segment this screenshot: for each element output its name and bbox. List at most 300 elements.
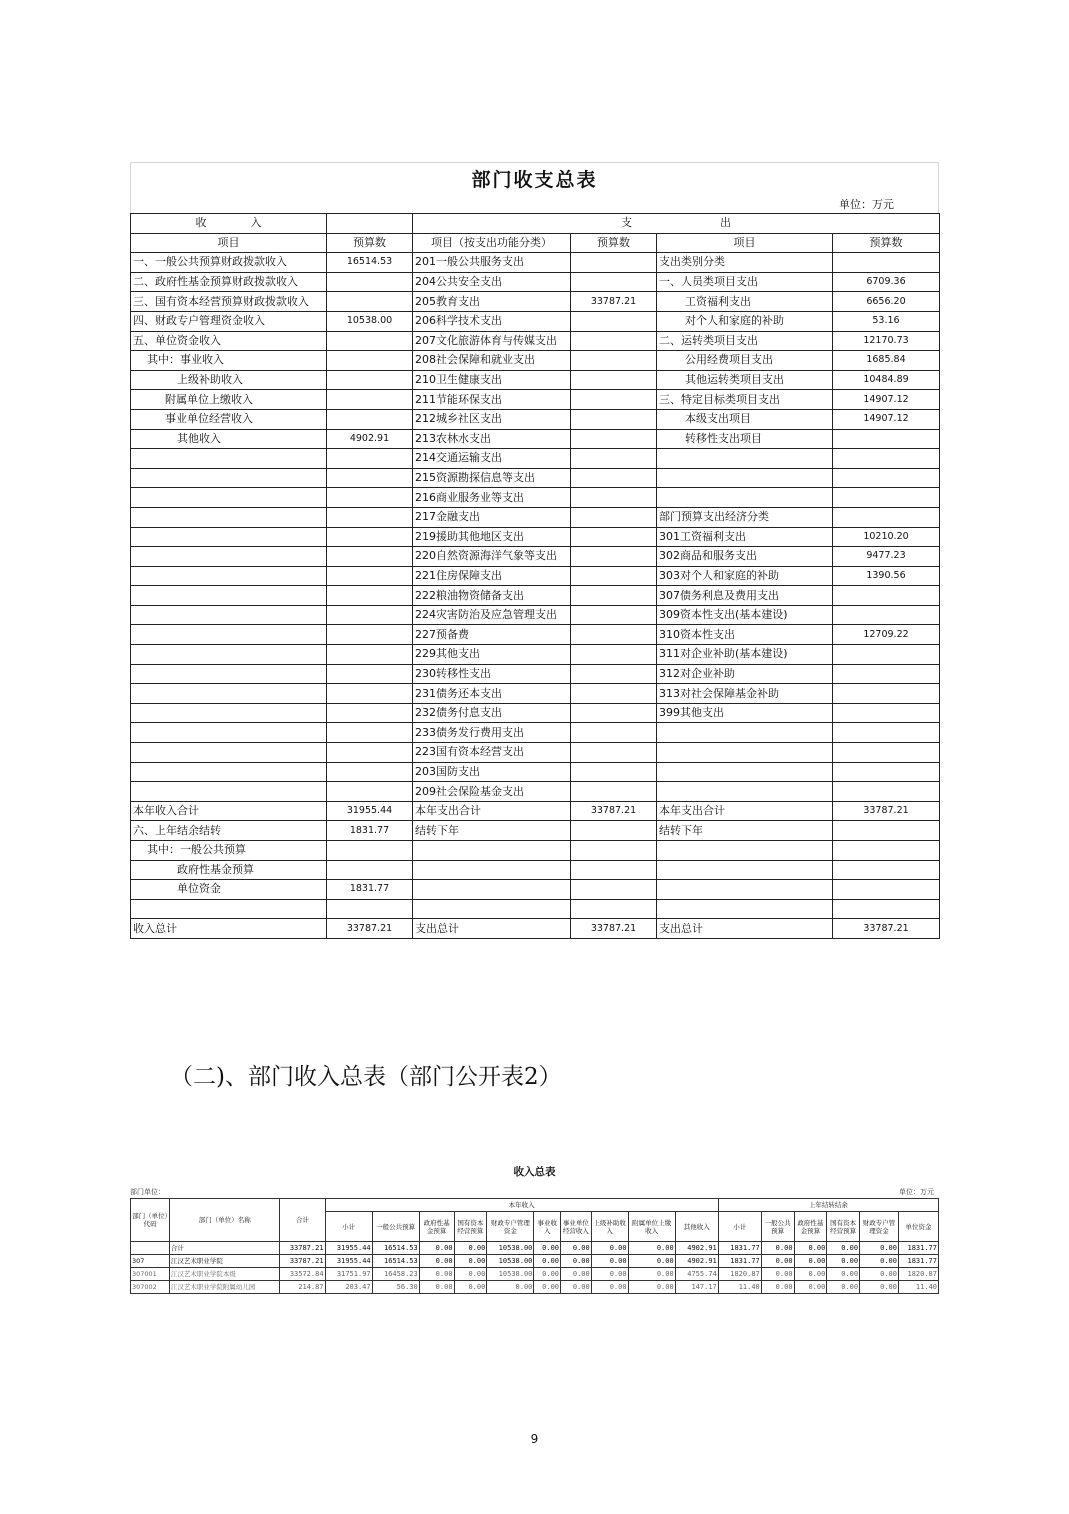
func-budget: 33787.21 <box>571 292 657 312</box>
t2-col-current-0: 小计 <box>325 1212 372 1242</box>
table1-row <box>131 743 940 763</box>
func-budget <box>571 311 657 331</box>
func-budget <box>571 899 657 919</box>
expense-budget: 10210.20 <box>833 527 940 547</box>
t2-col-prev-0: 小计 <box>718 1212 761 1242</box>
expense-item: 支出总计 <box>657 919 833 939</box>
income-budget: 33787.21 <box>327 919 413 939</box>
income-item: 其他收入 <box>131 429 327 449</box>
income-budget <box>327 488 413 508</box>
expense-item: 二、运转类项目支出 <box>657 331 833 351</box>
expense-item <box>657 723 833 743</box>
income-budget <box>327 351 413 371</box>
income-item: 单位资金 <box>131 880 327 900</box>
table1-row <box>131 311 940 331</box>
func-item: 本年支出合计 <box>413 801 571 821</box>
table1-grid <box>130 213 940 939</box>
income-budget <box>327 586 413 606</box>
t2-value: 0.00 <box>761 1268 794 1281</box>
func-item: 217金融支出 <box>413 507 571 527</box>
income-item <box>131 703 327 723</box>
table1-row <box>131 488 940 508</box>
table1-row <box>131 899 940 919</box>
func-budget <box>571 684 657 704</box>
t2-value: 0.00 <box>628 1255 675 1268</box>
func-budget <box>571 821 657 841</box>
income-budget <box>327 527 413 547</box>
func-item: 206科学技术支出 <box>413 311 571 331</box>
income-budget <box>327 331 413 351</box>
t2-value: 31955.44 <box>325 1242 372 1255</box>
func-budget <box>571 703 657 723</box>
income-item: 附属单位上缴收入 <box>131 390 327 410</box>
t2-value: 1820.87 <box>718 1268 761 1281</box>
expense-item <box>657 468 833 488</box>
expense-item: 313对社会保障基金补助 <box>657 684 833 704</box>
expense-budget <box>833 821 940 841</box>
func-budget <box>571 351 657 371</box>
t2-value: 4902.91 <box>675 1242 718 1255</box>
table1-unit: 单位：万元 <box>839 198 894 211</box>
t2-value: 0.00 <box>454 1255 487 1268</box>
func-item: 219援助其他地区支出 <box>413 527 571 547</box>
income-budget <box>327 409 413 429</box>
func-item: 207文化旅游体育与传媒支出 <box>413 331 571 351</box>
income-budget <box>327 782 413 802</box>
func-budget <box>571 782 657 802</box>
expense-budget: 6656.20 <box>833 292 940 312</box>
income-group-header: 收 入 <box>131 214 327 234</box>
func-item: 203国防支出 <box>413 762 571 782</box>
income-item <box>131 547 327 567</box>
expense-budget: 33787.21 <box>833 801 940 821</box>
func-item: 224灾害防治及应急管理支出 <box>413 605 571 625</box>
table1-row <box>131 625 940 645</box>
t2-code: 307 <box>131 1255 170 1268</box>
income-item: 五、单位资金收入 <box>131 331 327 351</box>
expense-item: 303对个人和家庭的补助 <box>657 566 833 586</box>
t2-value: 0.00 <box>454 1268 487 1281</box>
table1-unit-row <box>130 195 939 213</box>
income-budget <box>327 390 413 410</box>
income-budget <box>327 292 413 312</box>
income-item <box>131 605 327 625</box>
expense-budget: 14907.12 <box>833 390 940 410</box>
t2-value: 11.40 <box>898 1281 938 1294</box>
income-budget <box>327 625 413 645</box>
income-item <box>131 527 327 547</box>
expense-budget: 10484.89 <box>833 370 940 390</box>
table1-row <box>131 468 940 488</box>
table1-row <box>131 566 940 586</box>
t2-value: 0.00 <box>591 1268 628 1281</box>
func-item: 212城乡社区支出 <box>413 409 571 429</box>
income-item: 事业单位经营收入 <box>131 409 327 429</box>
func-budget <box>571 507 657 527</box>
func-item: 216商业服务业等支出 <box>413 488 571 508</box>
income-item: 三、国有资本经营预算财政拨款收入 <box>131 292 327 312</box>
t2-value: 0.00 <box>591 1281 628 1294</box>
expense-item <box>657 743 833 763</box>
t2-value: 214.87 <box>280 1281 325 1294</box>
t2-value: 0.00 <box>419 1242 454 1255</box>
func-budget <box>571 272 657 292</box>
t2-value: 0.00 <box>591 1255 628 1268</box>
func-budget <box>571 625 657 645</box>
expense-item <box>657 841 833 861</box>
t2-col-current-5: 事业收入 <box>534 1212 561 1242</box>
t2-value: 0.00 <box>454 1281 487 1294</box>
income-item <box>131 645 327 665</box>
func-budget <box>571 370 657 390</box>
table1-row <box>131 801 940 821</box>
expense-budget <box>833 743 940 763</box>
expense-item: 公用经费项目支出 <box>657 351 833 371</box>
income-item <box>131 664 327 684</box>
func-budget <box>571 880 657 900</box>
t2-value: 0.00 <box>761 1255 794 1268</box>
department-budget-summary-table <box>130 162 939 939</box>
t2-value: 203.47 <box>325 1281 372 1294</box>
table1-row <box>131 782 940 802</box>
income-budget <box>327 664 413 684</box>
t2-name: 江汉艺术职业学院 <box>169 1255 280 1268</box>
expense-budget <box>833 841 940 861</box>
table1-row <box>131 821 940 841</box>
department-income-summary-table <box>130 1198 939 1294</box>
t2-value: 0.00 <box>628 1242 675 1255</box>
t2-value: 31955.44 <box>325 1255 372 1268</box>
table1-row <box>131 684 940 704</box>
income-budget <box>327 370 413 390</box>
func-item: 208社会保障和就业支出 <box>413 351 571 371</box>
income-budget <box>327 566 413 586</box>
income-budget <box>327 743 413 763</box>
table1-row <box>131 762 940 782</box>
t2-group-prev-year: 上年结转结余 <box>718 1199 938 1212</box>
income-budget <box>327 272 413 292</box>
t2-value: 0.00 <box>794 1255 827 1268</box>
func-item <box>413 841 571 861</box>
income-item: 收入总计 <box>131 919 327 939</box>
t2-col-code: 部门（单位）代码 <box>131 1199 170 1242</box>
income-item <box>131 449 327 469</box>
func-budget <box>571 547 657 567</box>
func-item: 231债务还本支出 <box>413 684 571 704</box>
table1-row <box>131 351 940 371</box>
expense-budget: 1685.84 <box>833 351 940 371</box>
expense-budget: 33787.21 <box>833 919 940 939</box>
func-item: 支出总计 <box>413 919 571 939</box>
t2-col-prev-4: 财政专户管理资金 <box>860 1212 899 1242</box>
t2-value: 147.17 <box>675 1281 718 1294</box>
table2-grid <box>130 1198 939 1294</box>
t2-value: 0.00 <box>561 1255 592 1268</box>
income-budget: 1831.77 <box>327 880 413 900</box>
t2-col-current-1: 一般公共预算 <box>372 1212 419 1242</box>
table1-row <box>131 586 940 606</box>
t2-value: 33787.21 <box>280 1242 325 1255</box>
section-heading: （二)、部门收入总表（部门公开表2） <box>170 1064 562 1090</box>
t2-name: 江汉艺术职业学院附属幼儿园 <box>169 1281 280 1294</box>
income-item <box>131 743 327 763</box>
func-budget <box>571 488 657 508</box>
table2-title: 收入总表 <box>513 1166 556 1178</box>
func-item: 232债务付息支出 <box>413 703 571 723</box>
t2-value: 0.00 <box>487 1281 534 1294</box>
page-number: 9 <box>530 1432 539 1446</box>
t2-name: 江汉艺术职业学院本级 <box>169 1268 280 1281</box>
func-budget <box>571 409 657 429</box>
t2-value: 0.00 <box>794 1242 827 1255</box>
expense-item: 支出类别分类 <box>657 253 833 273</box>
income-item <box>131 684 327 704</box>
t2-col-current-8: 附属单位上缴收入 <box>628 1212 675 1242</box>
table1-row <box>131 409 940 429</box>
expense-item: 工资福利支出 <box>657 292 833 312</box>
func-item: 220自然资源海洋气象等支出 <box>413 547 571 567</box>
expense-budget <box>833 507 940 527</box>
func-budget <box>571 468 657 488</box>
income-budget <box>327 762 413 782</box>
income-budget <box>327 723 413 743</box>
expense-item <box>657 782 833 802</box>
expense-budget <box>833 880 940 900</box>
income-budget <box>327 645 413 665</box>
t2-value: 0.00 <box>827 1281 860 1294</box>
func-item <box>413 880 571 900</box>
expense-item: 399其他支出 <box>657 703 833 723</box>
func-budget <box>571 605 657 625</box>
t2-value: 0.00 <box>860 1268 899 1281</box>
t2-value: 0.00 <box>561 1242 592 1255</box>
t2-value: 0.00 <box>860 1242 899 1255</box>
func-item: 233债务发行费用支出 <box>413 723 571 743</box>
income-item <box>131 625 327 645</box>
income-item: 其中：一般公共预算 <box>131 841 327 861</box>
func-item: 223国有资本经营支出 <box>413 743 571 763</box>
t2-value: 33787.21 <box>280 1255 325 1268</box>
func-item: 210卫生健康支出 <box>413 370 571 390</box>
expense-item: 结转下年 <box>657 821 833 841</box>
t2-value: 0.00 <box>761 1281 794 1294</box>
t2-value: 0.00 <box>561 1281 592 1294</box>
income-item: 上级补助收入 <box>131 370 327 390</box>
expense-budget <box>833 684 940 704</box>
expense-item: 301工资福利支出 <box>657 527 833 547</box>
table1-row <box>131 841 940 861</box>
t2-value: 0.00 <box>591 1242 628 1255</box>
func-budget <box>571 586 657 606</box>
t2-col-current-3: 国有资本经营预算 <box>454 1212 487 1242</box>
expense-item: 三、特定目标类项目支出 <box>657 390 833 410</box>
expense-budget <box>833 488 940 508</box>
expense-item: 转移性支出项目 <box>657 429 833 449</box>
table1-row <box>131 272 940 292</box>
expense-budget <box>833 468 940 488</box>
expense-budget <box>833 605 940 625</box>
table1-row <box>131 664 940 684</box>
t2-value: 0.00 <box>534 1242 561 1255</box>
expense-item: 310资本性支出 <box>657 625 833 645</box>
income-budget: 1831.77 <box>327 821 413 841</box>
t2-value: 16458.23 <box>372 1268 419 1281</box>
t2-col-total: 合计 <box>280 1199 325 1242</box>
table2-row <box>131 1281 939 1294</box>
t2-value: 4902.91 <box>675 1255 718 1268</box>
income-item: 六、上年结余结转 <box>131 821 327 841</box>
income-budget <box>327 605 413 625</box>
table1-row <box>131 331 940 351</box>
func-budget <box>571 390 657 410</box>
t2-value: 16514.53 <box>372 1255 419 1268</box>
expense-item <box>657 860 833 880</box>
func-budget <box>571 743 657 763</box>
income-budget: 31955.44 <box>327 801 413 821</box>
expense-budget: 12170.73 <box>833 331 940 351</box>
expense-budget <box>833 664 940 684</box>
t2-value: 0.00 <box>860 1255 899 1268</box>
expense-budget <box>833 762 940 782</box>
t2-group-current-year: 本年收入 <box>325 1199 718 1212</box>
expense-budget <box>833 645 940 665</box>
func-budget <box>571 429 657 449</box>
income-item: 政府性基金预算 <box>131 860 327 880</box>
expense-item: 本级支出项目 <box>657 409 833 429</box>
col-func-class: 项目（按支出功能分类） <box>413 233 571 253</box>
expense-item: 本年支出合计 <box>657 801 833 821</box>
expense-item: 一、人员类项目支出 <box>657 272 833 292</box>
table1-row <box>131 292 940 312</box>
expense-group-header: 支 出 <box>413 214 940 234</box>
table2-row <box>131 1268 939 1281</box>
t2-code: 307001 <box>131 1268 170 1281</box>
table2-header-row-1 <box>131 1199 939 1212</box>
table1-row <box>131 919 940 939</box>
t2-value: 0.00 <box>534 1268 561 1281</box>
table1-row <box>131 605 940 625</box>
col-item-income: 项目 <box>131 233 327 253</box>
t2-col-current-9: 其他收入 <box>675 1212 718 1242</box>
func-item: 227预备费 <box>413 625 571 645</box>
income-item: 一、一般公共预算财政拨款收入 <box>131 253 327 273</box>
t2-value: 0.00 <box>794 1268 827 1281</box>
t2-value: 0.00 <box>827 1242 860 1255</box>
table1-header-row-2 <box>131 233 940 253</box>
t2-value: 1831.77 <box>898 1242 938 1255</box>
table2-row <box>131 1255 939 1268</box>
table1-header-row-1 <box>131 214 940 234</box>
income-budget <box>327 703 413 723</box>
income-item <box>131 507 327 527</box>
income-budget <box>327 899 413 919</box>
table1-row <box>131 429 940 449</box>
func-item: 215资源勘探信息等支出 <box>413 468 571 488</box>
income-budget <box>327 507 413 527</box>
expense-item <box>657 880 833 900</box>
func-budget <box>571 527 657 547</box>
func-budget <box>571 253 657 273</box>
func-item: 221住房保障支出 <box>413 566 571 586</box>
table1-row <box>131 253 940 273</box>
func-budget <box>571 860 657 880</box>
expense-item: 309资本性支出(基本建设) <box>657 605 833 625</box>
table1-row <box>131 370 940 390</box>
t2-value: 1831.77 <box>718 1242 761 1255</box>
func-item: 229其他支出 <box>413 645 571 665</box>
t2-code: 307002 <box>131 1281 170 1294</box>
col-budget-expense: 预算数 <box>833 233 940 253</box>
t2-code <box>131 1242 170 1255</box>
expense-item: 312对企业补助 <box>657 664 833 684</box>
income-item <box>131 723 327 743</box>
expense-budget <box>833 860 940 880</box>
table1-row <box>131 449 940 469</box>
income-item <box>131 566 327 586</box>
expense-budget: 14907.12 <box>833 409 940 429</box>
income-budget <box>327 449 413 469</box>
t2-value: 10538.00 <box>487 1255 534 1268</box>
income-budget: 4902.91 <box>327 429 413 449</box>
t2-value: 0.00 <box>419 1281 454 1294</box>
func-budget <box>571 331 657 351</box>
func-item: 204公共安全支出 <box>413 272 571 292</box>
expense-item: 311对企业补助(基本建设) <box>657 645 833 665</box>
func-budget: 33787.21 <box>571 801 657 821</box>
income-budget: 10538.00 <box>327 311 413 331</box>
t2-value: 0.00 <box>419 1268 454 1281</box>
t2-col-prev-2: 政府性基金预算 <box>794 1212 827 1242</box>
table2-dept-label: 部门单位： <box>130 1188 165 1196</box>
func-item: 213农林水支出 <box>413 429 571 449</box>
t2-value: 0.00 <box>628 1281 675 1294</box>
income-item <box>131 586 327 606</box>
income-item: 本年收入合计 <box>131 801 327 821</box>
table1-row <box>131 703 940 723</box>
t2-value: 31751.97 <box>325 1268 372 1281</box>
t2-col-name: 部门（单位）名称 <box>169 1199 280 1242</box>
expense-item: 307债务利息及费用支出 <box>657 586 833 606</box>
expense-budget <box>833 782 940 802</box>
t2-value: 10538.00 <box>487 1268 534 1281</box>
t2-value: 1831.77 <box>898 1255 938 1268</box>
func-budget <box>571 723 657 743</box>
expense-item: 302商品和服务支出 <box>657 547 833 567</box>
func-item <box>413 899 571 919</box>
t2-col-prev-3: 国有资本经营预算 <box>827 1212 860 1242</box>
func-budget <box>571 841 657 861</box>
expense-budget: 6709.36 <box>833 272 940 292</box>
t2-value: 0.00 <box>761 1242 794 1255</box>
expense-item <box>657 899 833 919</box>
t2-value: 1831.77 <box>718 1255 761 1268</box>
t2-value: 0.00 <box>827 1268 860 1281</box>
func-item: 214交通运输支出 <box>413 449 571 469</box>
income-budget <box>327 860 413 880</box>
expense-item <box>657 449 833 469</box>
t2-col-current-6: 事业单位经营收入 <box>561 1212 592 1242</box>
t2-value: 1820.87 <box>898 1268 938 1281</box>
t2-col-prev-5: 单位资金 <box>898 1212 938 1242</box>
income-budget <box>327 547 413 567</box>
t2-value: 0.00 <box>534 1255 561 1268</box>
func-item <box>413 860 571 880</box>
income-budget <box>327 684 413 704</box>
expense-budget <box>833 429 940 449</box>
income-item: 四、财政专户管理资金收入 <box>131 311 327 331</box>
expense-budget <box>833 899 940 919</box>
income-item <box>131 762 327 782</box>
